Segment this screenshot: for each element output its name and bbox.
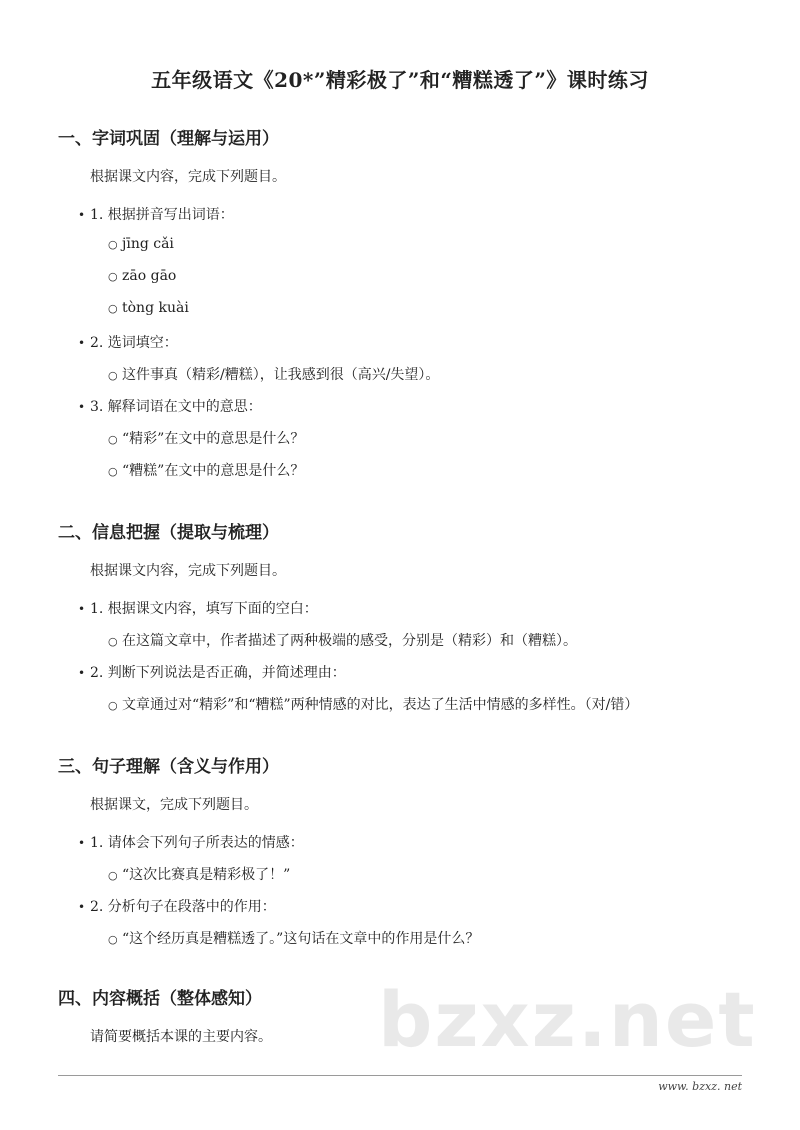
footer-url: www. bzxz. net — [658, 1080, 742, 1093]
question-label: 1. 请体会下列句子所表达的情感： — [90, 835, 304, 851]
section-4-heading: 四、内容概括（整体感知） — [58, 989, 262, 1009]
question-1-2 — [78, 332, 178, 352]
bullet-circle-icon: ○ — [108, 433, 118, 446]
bullet-dot-icon: • — [78, 900, 86, 914]
sub-item-text: “精彩”在文中的意思是什么？ — [122, 431, 305, 447]
bullet-dot-icon: • — [78, 602, 86, 616]
section-3-heading: 三、句子理解（含义与作用） — [58, 757, 279, 777]
section-4-intro: 请简要概括本课的主要内容。 — [90, 1029, 272, 1045]
sub-item — [108, 864, 290, 884]
bullet-circle-icon: ○ — [108, 699, 118, 712]
sub-item — [108, 694, 638, 714]
bullet-dot-icon: • — [78, 208, 86, 222]
question-3-1 — [78, 832, 304, 852]
bullet-circle-icon: ○ — [108, 465, 118, 478]
question-1-1 — [78, 204, 234, 224]
question-label: 1. 根据拼音写出词语： — [90, 207, 234, 223]
bullet-circle-icon: ○ — [108, 869, 118, 882]
bullet-circle-icon: ○ — [108, 270, 118, 283]
sub-item-text: tòng kuài — [122, 300, 189, 316]
bullet-dot-icon: • — [78, 336, 86, 350]
sub-item-text: 在这篇文章中，作者描述了两种极端的感受，分别是（精彩）和（糟糕）。 — [122, 633, 577, 649]
bullet-dot-icon: • — [78, 666, 86, 680]
section-1-intro: 根据课文内容，完成下列题目。 — [90, 169, 286, 185]
sub-item-text: “这个经历真是糟糕透了。”这句话在文章中的作用是什么？ — [122, 931, 480, 947]
section-3-intro: 根据课文，完成下列题目。 — [90, 797, 258, 813]
question-3-2 — [78, 896, 276, 916]
bullet-circle-icon: ○ — [108, 369, 118, 382]
bullet-dot-icon: • — [78, 400, 86, 414]
page-title: 五年级语文《20*”精彩极了”和“糟糕透了”》课时练习 — [151, 68, 649, 92]
sub-item-text: 文章通过对“精彩”和“糟糕”两种情感的对比，表达了生活中情感的多样性。（对/错） — [122, 697, 639, 713]
footer-divider — [58, 1075, 742, 1076]
sub-item — [108, 630, 577, 650]
question-2-2 — [78, 662, 346, 682]
sub-item — [108, 928, 479, 948]
sub-item — [108, 428, 304, 448]
section-2-heading: 二、信息把握（提取与梳理） — [58, 523, 279, 543]
sub-item-text: “这次比赛真是精彩极了！” — [122, 867, 291, 883]
section-2-intro: 根据课文内容，完成下列题目。 — [90, 563, 286, 579]
bullet-dot-icon: • — [78, 836, 86, 850]
question-label: 2. 判断下列说法是否正确，并简述理由： — [90, 665, 346, 681]
sub-item-text: jīng cǎi — [122, 236, 174, 252]
question-2-1 — [78, 598, 318, 618]
section-1-heading: 一、字词巩固（理解与运用） — [58, 129, 279, 149]
sub-item-text: 这件事真（精彩/糟糕），让我感到很（高兴/失望）。 — [122, 367, 440, 383]
bullet-circle-icon: ○ — [108, 635, 118, 648]
question-label: 2. 分析句子在段落中的作用： — [90, 899, 276, 915]
bullet-circle-icon: ○ — [108, 302, 118, 315]
sub-item — [108, 268, 176, 284]
question-1-3 — [78, 396, 262, 416]
question-label: 2. 选词填空： — [90, 335, 178, 351]
bullet-circle-icon: ○ — [108, 933, 118, 946]
sub-item-text: zāo gāo — [122, 268, 177, 284]
sub-item — [108, 460, 304, 480]
question-label: 1. 根据课文内容，填写下面的空白： — [90, 601, 318, 617]
sub-item — [108, 364, 439, 384]
sub-item — [108, 236, 174, 252]
question-label: 3. 解释词语在文中的意思： — [90, 399, 262, 415]
sub-item-text: “糟糕”在文中的意思是什么？ — [122, 463, 305, 479]
bullet-circle-icon: ○ — [108, 238, 118, 251]
sub-item — [108, 300, 189, 316]
watermark: bzxz.net — [378, 975, 757, 1064]
